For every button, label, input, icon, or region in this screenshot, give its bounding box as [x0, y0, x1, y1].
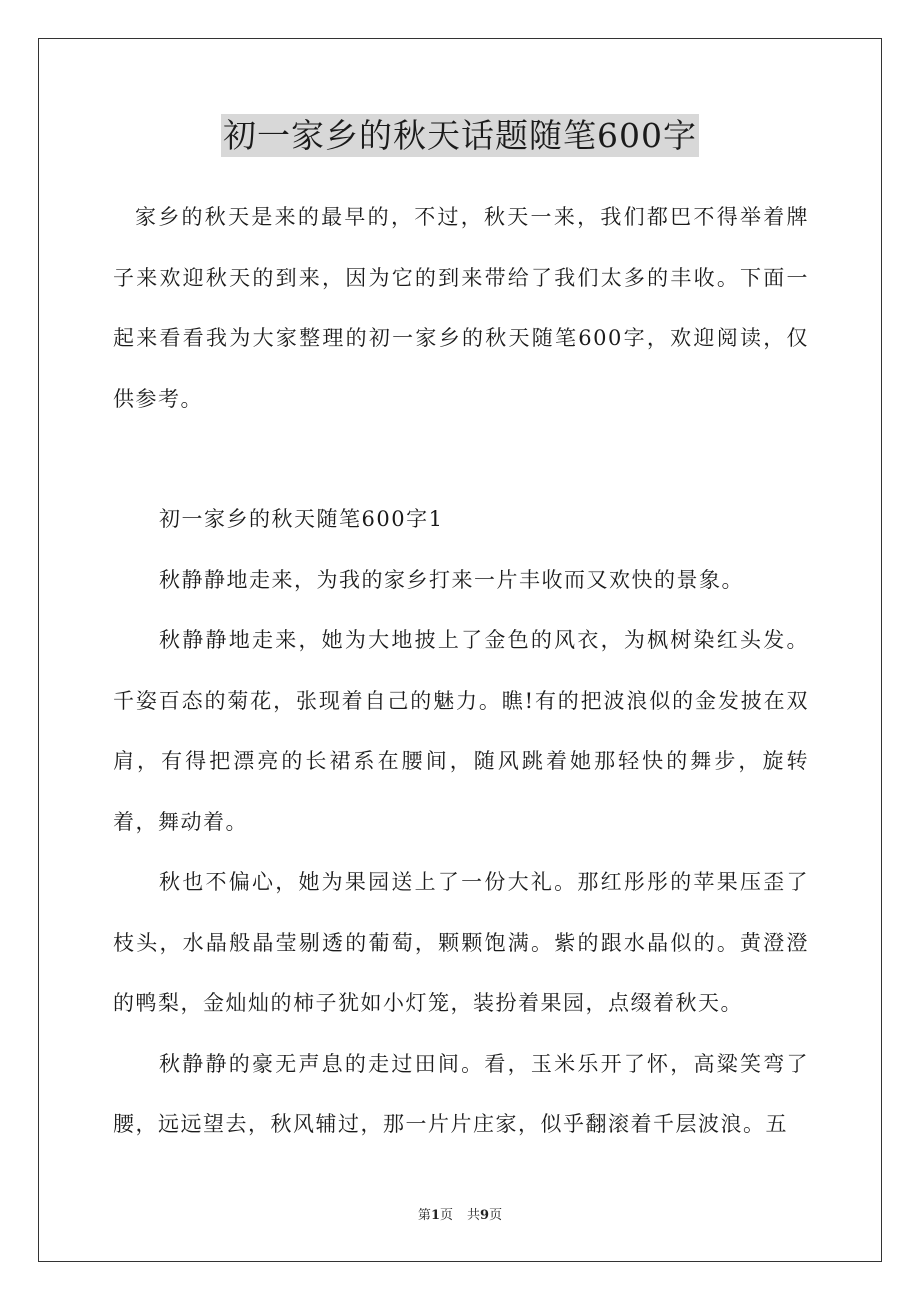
document-title	[0, 112, 920, 160]
body-paragraph: 秋静静地走来，她为大地披上了金色的风衣，为枫树染红头发。千姿百态的菊花，张现着自己的魅力。瞧!有的把波浪似的金发披在双肩，有得把漂亮的长裙系在腰间，随风跳着她那轻快的舞步，旋转着，舞动着。	[113, 628, 809, 834]
body-paragraph: 秋静静地走来，为我的家乡打来一片丰收而又欢快的景象。	[159, 567, 744, 592]
page-current: 1	[430, 1208, 440, 1223]
document-body	[113, 187, 809, 1155]
page-suffix: 页	[439, 1208, 453, 1223]
page-footer	[0, 1206, 920, 1226]
total-suffix: 页	[489, 1208, 503, 1223]
paragraph-spacer	[113, 429, 809, 489]
intro-paragraph: 家乡的秋天是来的最早的，不过，秋天一来，我们都巴不得举着牌子来欢迎秋天的到来，因为它的到来带给了我们太多的丰收。下面一起来看看我为大家整理的初一家乡的秋天随笔600字，欢迎阅读，仅供参考。	[113, 205, 809, 411]
body-paragraph: 秋也不偏心，她为果园送上了一份大礼。那红彤彤的苹果压歪了枝头，水晶般晶莹剔透的葡萄，颗颗饱满。紫的跟水晶似的。黄澄澄的鸭梨，金灿灿的柿子犹如小灯笼，装扮着果园，点缀着秋天。	[113, 870, 809, 1015]
body-paragraph: 秋静静的豪无声息的走过田间。看，玉米乐开了怀，高粱笑弯了腰，远远望去，秋风辅过，那一片片庄家，似乎翻滚着千层波浪。五	[113, 1051, 809, 1136]
page-number	[418, 1208, 453, 1223]
section-heading: 初一家乡的秋天随笔600字1	[159, 507, 444, 531]
page-total	[467, 1208, 502, 1223]
document-title-text: 初一家乡的秋天话题随笔600字	[223, 116, 697, 155]
page-total-count: 9	[480, 1208, 490, 1223]
total-prefix: 共	[467, 1208, 481, 1223]
page-prefix: 第	[417, 1208, 431, 1223]
